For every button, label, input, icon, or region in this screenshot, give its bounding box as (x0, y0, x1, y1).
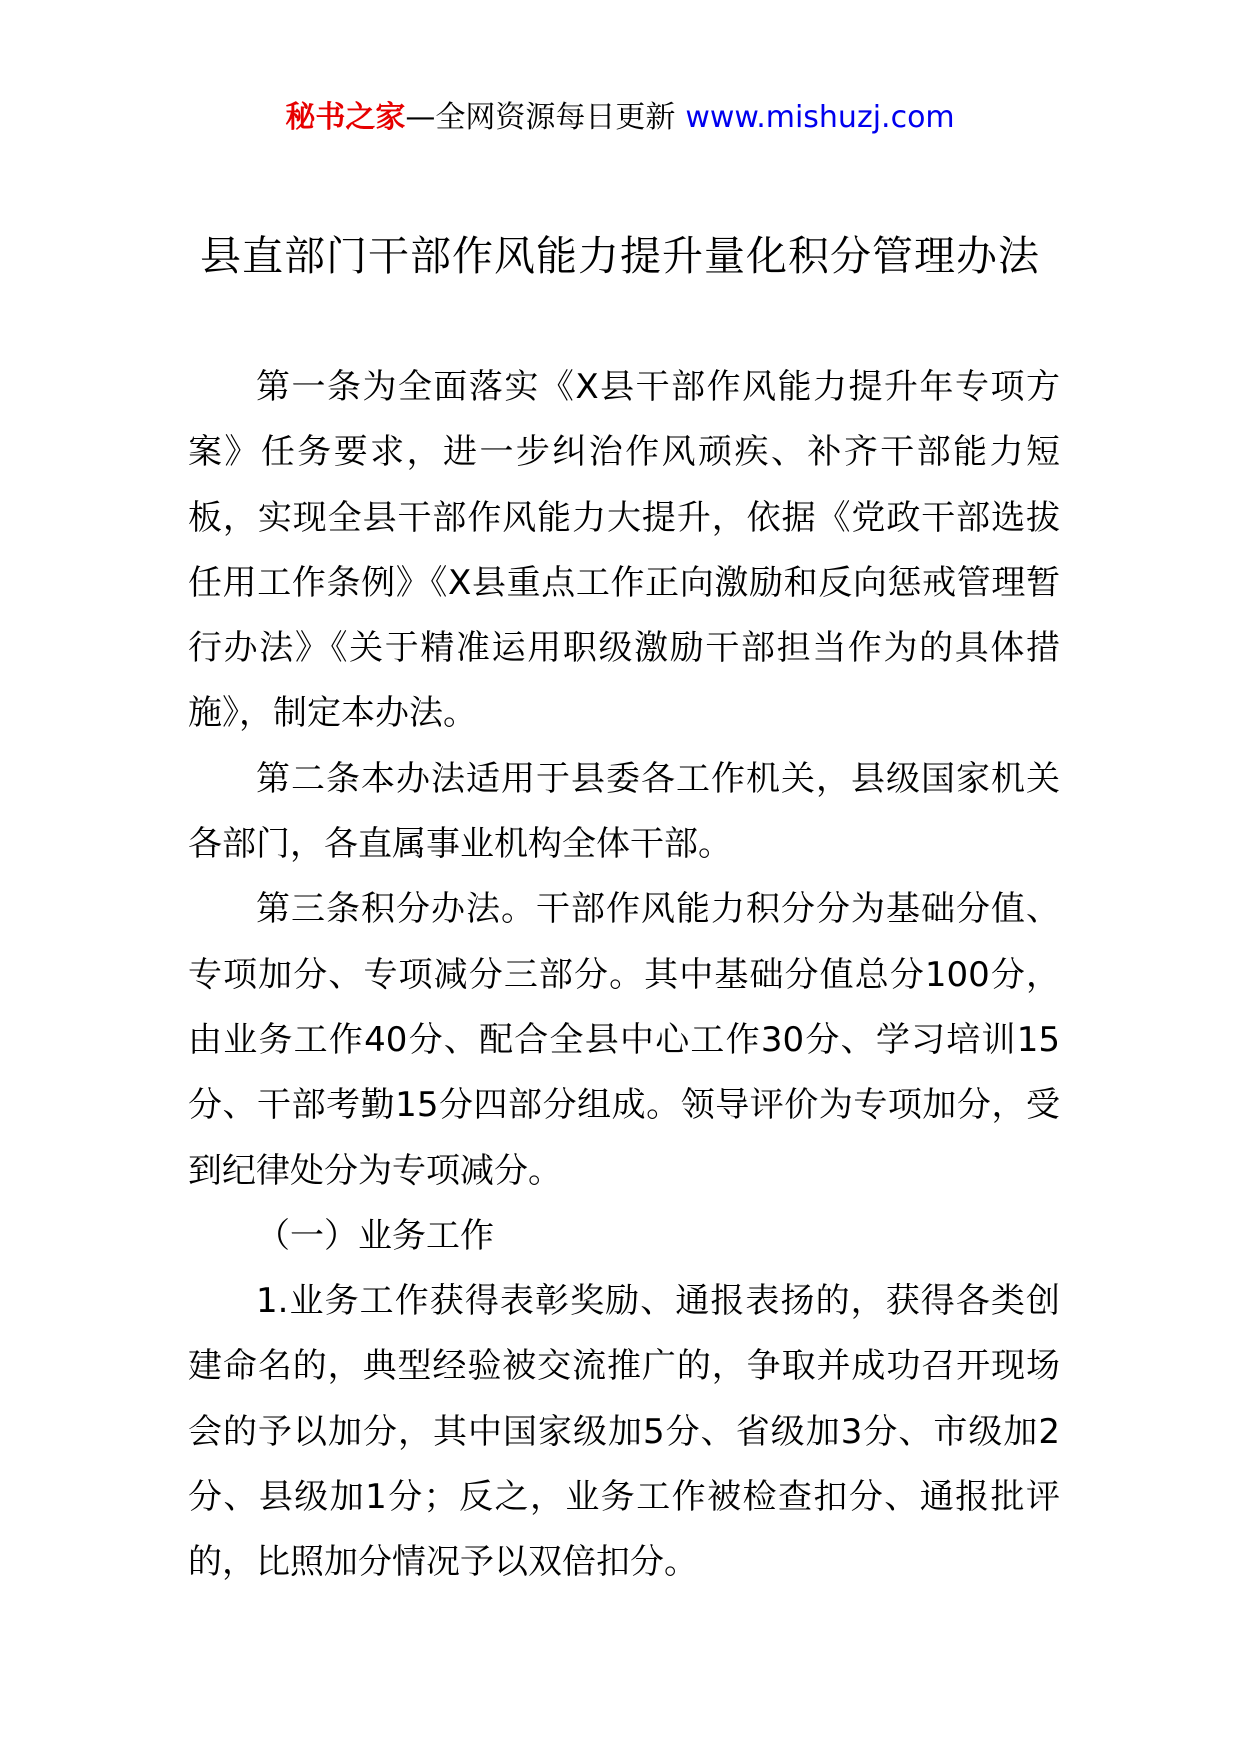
article-1-paragraph: 第一条为全面落实《X县干部作风能力提升年专项方案》任务要求，进一步纠治作风顽疾、补齐干部能力短板，实现全县干部作风能力大提升，依据《党政干部选拔任用工作条例》《X县重点工作正向激励和反向惩戒管理暂行办法》《关于精准运用职级激励干部担当作为的具体措施》，制定本办法。 (188, 367, 1060, 734)
article-2-paragraph: 第二条本办法适用于县委各工作机关，县级国家机关各部门，各直属事业机构全体干部。 (188, 758, 1060, 865)
section-heading-business-work: （一）业务工作 (256, 1215, 494, 1256)
article-3-paragraph: 第三条积分办法。干部作风能力积分分为基础分值、专项加分、专项减分三部分。其中基础分值总分100分，由业务工作40分、配合全县中心工作30分、学习培训15分、干部考勤15分四部分组成。领导评价为专项加分，受到纪律处分为专项减分。 (188, 889, 1060, 1191)
document-body (188, 355, 1060, 1596)
document-title: 县直部门干部作风能力提升量化积分管理办法 (200, 232, 1040, 280)
site-slogan: —全网资源每日更新 (405, 100, 676, 135)
item-1-paragraph: 1.业务工作获得表彰奖励、通报表扬的，获得各类创建命名的，典型经验被交流推广的，争取并成功召开现场会的予以加分，其中国家级加5分、省级加3分、市级加2分、县级加1分；反之，业务工作被检查扣分、通报批评的，比照加分情况予以双倍扣分。 (188, 1281, 1060, 1583)
site-header (0, 98, 1240, 138)
site-url-link[interactable]: www.mishuzj.com (685, 100, 955, 135)
site-brand: 秘书之家 (285, 100, 406, 135)
